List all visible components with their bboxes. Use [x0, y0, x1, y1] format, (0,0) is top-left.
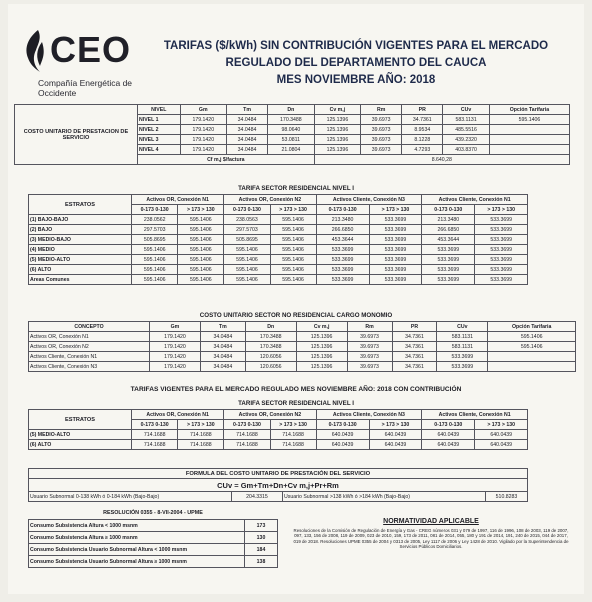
cost-cell: 125.1396 — [314, 125, 361, 135]
tariff-cell: 595.1406 — [178, 275, 224, 285]
resolution-value: 173 — [245, 520, 278, 532]
res1-table — [28, 194, 528, 285]
nores-cell: 179.1420 — [150, 342, 201, 352]
tariff-cell: 533.3699 — [369, 265, 422, 275]
tariff-cell: 533.3699 — [422, 245, 475, 255]
table-row — [29, 352, 576, 362]
tariff-cell: 640.0439 — [369, 440, 422, 450]
nores-cell: 125.1396 — [296, 342, 347, 352]
tariff-cell: 714.1688 — [224, 430, 270, 440]
range-header: > 173 > 130 — [475, 420, 528, 430]
nores-cell: 120.6056 — [245, 362, 296, 372]
nores-cell — [488, 352, 576, 362]
resolution-value: 184 — [245, 544, 278, 556]
cost-cell — [489, 135, 569, 145]
cost-table-block — [14, 104, 570, 165]
tariff-cell: 297.5703 — [132, 225, 178, 235]
tariff-cell: 714.1688 — [178, 430, 224, 440]
tariff-cell: 453.3644 — [422, 235, 475, 245]
tariff-cell: 595.1406 — [270, 215, 316, 225]
tariff-cell: 595.1406 — [224, 255, 270, 265]
logo-text: CEO — [50, 29, 132, 70]
nores-header: Dn — [245, 322, 296, 332]
tariff-cell: 533.3699 — [422, 275, 475, 285]
nores-cell: 34.0484 — [200, 362, 245, 372]
tariff-cell: 533.3699 — [475, 275, 528, 285]
cost-cell: 485.5516 — [443, 125, 490, 135]
table-row — [29, 245, 528, 255]
cost-cell — [489, 145, 569, 155]
tariff-cell: 533.3699 — [475, 245, 528, 255]
tariff-cell: (2) BAJO — [29, 225, 132, 235]
tariff-cell: 595.1406 — [270, 225, 316, 235]
cost-header: NIVEL — [138, 105, 181, 115]
table-row — [29, 342, 576, 352]
tariff-cell: 595.1406 — [270, 275, 316, 285]
nores-cell: 533.3699 — [437, 352, 488, 362]
cost-cell: 39.6973 — [361, 135, 402, 145]
formula-table — [28, 468, 528, 502]
tariff-cell: 533.3699 — [475, 265, 528, 275]
range-header: > 173 > 130 — [178, 420, 224, 430]
estratos-header: ESTRATOS — [29, 410, 132, 430]
tariff-cell: 533.3699 — [422, 265, 475, 275]
tariff-cell: 533.3699 — [475, 235, 528, 245]
tariff-cell: 595.1406 — [224, 265, 270, 275]
nores-cell: 120.6056 — [245, 352, 296, 362]
cost-cell: NIVEL 1 — [138, 115, 181, 125]
estratos-header: ESTRATOS — [29, 195, 132, 215]
tariff-cell: 640.0439 — [422, 440, 475, 450]
tariff-cell: 595.1406 — [132, 245, 178, 255]
cost-header: Opción Tarifaria — [489, 105, 569, 115]
nores-cell — [488, 362, 576, 372]
nores-cell: 179.1420 — [150, 352, 201, 362]
tariff-cell: 595.1406 — [132, 275, 178, 285]
tariff-cell: 453.3644 — [316, 235, 369, 245]
tariff-cell: 533.3699 — [475, 225, 528, 235]
resolution-block — [28, 510, 278, 568]
nores-cell: 39.6973 — [347, 352, 392, 362]
cost-cell — [489, 125, 569, 135]
tariff-cell: 714.1688 — [270, 430, 316, 440]
nores-table — [28, 321, 576, 372]
table-row — [29, 544, 278, 556]
tariff-cell: 533.3699 — [422, 255, 475, 265]
range-header: 0-173 0-130 — [316, 420, 369, 430]
cost-cell: 439.2320 — [443, 135, 490, 145]
cost-header: CUv — [443, 105, 490, 115]
range-header: > 173 > 130 — [270, 420, 316, 430]
group-header: Activos OR, Conexión N2 — [224, 195, 316, 205]
cost-cell: 34.0484 — [227, 115, 268, 125]
group-header: Activos Cliente, Conexión N3 — [316, 410, 422, 420]
nores-header: CONCEPTO — [29, 322, 150, 332]
cost-cell: 179.1420 — [180, 145, 227, 155]
table-row — [29, 532, 278, 544]
subnormal-2-label: Usuario Subnormal >138 kWh ó >184 kWh (Bajo-Bajo) — [283, 492, 486, 502]
tariff-cell: 595.1406 — [270, 235, 316, 245]
cost-cell: 595.1406 — [489, 115, 569, 125]
group-header: Activos OR, Conexión N2 — [224, 410, 316, 420]
table-row — [29, 520, 278, 532]
normatividad-title: NORMATIVIDAD APLICABLE — [383, 518, 479, 525]
nores-cell: 34.7361 — [392, 362, 437, 372]
tariff-cell: 595.1406 — [270, 265, 316, 275]
cost-cell: 583.1131 — [443, 115, 490, 125]
tariff-cell: (6) ALTO — [29, 265, 132, 275]
nores-cell: 125.1396 — [296, 352, 347, 362]
tariff-cell: 640.0439 — [422, 430, 475, 440]
tariff-cell: 533.3699 — [369, 275, 422, 285]
tariff-cell: 533.3699 — [369, 255, 422, 265]
table-row — [29, 215, 528, 225]
resolution-table — [28, 519, 278, 568]
tariff-cell: 533.3699 — [369, 235, 422, 245]
nores-cell: 125.1396 — [296, 362, 347, 372]
tariff-cell: 714.1688 — [178, 440, 224, 450]
tariff-cell: 238.0563 — [224, 215, 270, 225]
tariff-cell: 533.3699 — [316, 255, 369, 265]
nores-header: Rm — [347, 322, 392, 332]
subnormal-1-label: Usuario Subnormal 0-138 kWh ó 0-184 kWh (Bajo-Bajo) — [29, 492, 232, 502]
subnormal-1-value: 204.3315 — [232, 492, 283, 502]
nores-cell: 34.0484 — [200, 352, 245, 362]
formula-equation: CUv = Gm+Tm+Dn+Cv m,j+Pr+Rm — [29, 479, 528, 492]
tariff-cell: (3) MEDIO-BAJO — [29, 235, 132, 245]
nores-cell: 39.6973 — [347, 332, 392, 342]
resolution-label: Consumo Subsistencia Altura ≥ 1000 msnm — [29, 532, 245, 544]
tariff-cell: 533.3699 — [369, 245, 422, 255]
cost-cell: 8.1228 — [402, 135, 443, 145]
tariff-cell: 213.3480 — [422, 215, 475, 225]
nores-header: Opción Tarifaria — [488, 322, 576, 332]
cost-header: PR — [402, 105, 443, 115]
nores-cell: 34.0484 — [200, 332, 245, 342]
cost-cell: 34.0484 — [227, 145, 268, 155]
resolution-value: 138 — [245, 556, 278, 568]
tariff-cell: (1) BAJO-BAJO — [29, 215, 132, 225]
group-header: Activos Cliente, Conexión N3 — [316, 195, 422, 205]
cost-row-label: COSTO UNITARIO DE PRESTACION DE SERVICIO — [15, 105, 138, 165]
tariff-cell: 640.0439 — [369, 430, 422, 440]
tariff-cell: 505.8695 — [132, 235, 178, 245]
page-title — [146, 38, 566, 89]
cost-cell: 4.7293 — [402, 145, 443, 155]
cost-cell: 34.0484 — [227, 125, 268, 135]
group-header: Activos OR, Conexión N1 — [132, 410, 224, 420]
nores-header: CUv — [437, 322, 488, 332]
tariff-cell: 595.1406 — [178, 265, 224, 275]
tariff-cell: 595.1406 — [270, 255, 316, 265]
tariff-cell: (6) ALTO — [29, 440, 132, 450]
cost-cell: 39.6973 — [361, 125, 402, 135]
resolution-label: Consumo Subsistencia Altura < 1000 msnm — [29, 520, 245, 532]
nores-title: COSTO UNITARIO SECTOR NO RESIDENCIAL CARGO MONOMIO — [199, 312, 393, 319]
tariff-cell: 640.0439 — [475, 430, 528, 440]
tariff-cell: 238.0562 — [132, 215, 178, 225]
nores-header: Cv m,j — [296, 322, 347, 332]
table-row — [29, 225, 528, 235]
cost-cell: 179.1420 — [180, 135, 227, 145]
nores-header: Tm — [200, 322, 245, 332]
tariff-cell: 266.6850 — [316, 225, 369, 235]
tariff-cell: 533.3699 — [369, 215, 422, 225]
range-header: 0-173 0-130 — [224, 420, 270, 430]
normatividad-text: Resoluciones de la Comisión de Regulación de Energía y Gas - CREG números 031 y 079 de 1997, 116 de 1996, 108 de 2003, 119 de 2007, 097, 133, 156 de 2008, 119 de 2009, 023 de 2010, 159, 173 de 2011, 081 de 2014, 055, 180 y 191 de 2014, 191, 240 de 2015, 044 de 2017, 019 de 2018. Resoluciones UPME 0355 de 2004 y 0313 de 2005, Ley 1117 de 2006 y Ley 1428 de 2010. Vigilado por la Superintendencia de Servicios Públicos Domiciliarios. — [293, 528, 569, 550]
title-line-3: MES NOVIEMBRE AÑO: 2018 — [276, 74, 436, 86]
table-row — [29, 430, 528, 440]
nores-cell: 34.0484 — [200, 342, 245, 352]
title-line-2: REGULADO DEL DEPARTAMENTO DEL CAUCA — [225, 57, 487, 69]
table-row — [29, 255, 528, 265]
normatividad-block — [290, 518, 572, 550]
cost-cell: 125.1396 — [314, 115, 361, 125]
table-row — [29, 556, 278, 568]
resolution-title: RESOLUCIÓN 0355 - 8-VII-2004 - UPME — [103, 510, 203, 516]
table-row — [29, 332, 576, 342]
cost-cell: 98.0640 — [268, 125, 315, 135]
nores-cell: 583.1131 — [437, 342, 488, 352]
group-header: Activos OR, Conexión N1 — [132, 195, 224, 205]
tariff-cell: Areas Comunes — [29, 275, 132, 285]
cost-cell: 170.3488 — [268, 115, 315, 125]
flame-icon — [20, 28, 48, 74]
tariff-cell: 714.1688 — [270, 440, 316, 450]
nores-cell: Activos OR, Conexión N1 — [29, 332, 150, 342]
tariff-cell: 595.1406 — [132, 265, 178, 275]
header — [8, 4, 584, 104]
title-line-1: TARIFAS ($/kWh) SIN CONTRIBUCIÓN VIGENTES PARA EL MERCADO — [163, 40, 549, 52]
cost-header: Rm — [361, 105, 402, 115]
nores-header: Gm — [150, 322, 201, 332]
resolution-label: Consumo Subsistencia Usuario Subnormal Altura < 1000 msnm — [29, 544, 245, 556]
range-header: 0-173 0-130 — [422, 205, 475, 215]
cost-header: Dn — [268, 105, 315, 115]
group-header: Activos Cliente, Conexión N1 — [422, 410, 528, 420]
tariff-cell: 505.8695 — [224, 235, 270, 245]
tariff-cell: 595.1406 — [178, 215, 224, 225]
ceo-logo — [20, 28, 138, 98]
table-row — [29, 235, 528, 245]
cost-cell: NIVEL 4 — [138, 145, 181, 155]
contrib-subtitle: TARIFA SECTOR RESIDENCIAL NIVEL I — [238, 400, 354, 407]
contrib-table — [28, 409, 528, 450]
tariff-cell: 297.5703 — [224, 225, 270, 235]
cost-cell: NIVEL 3 — [138, 135, 181, 145]
table-row — [29, 265, 528, 275]
formula-block — [28, 468, 528, 502]
tariff-cell: 595.1406 — [224, 245, 270, 255]
tariff-cell: (5) MEDIO-ALTO — [29, 430, 132, 440]
range-header: 0-173 0-130 — [422, 420, 475, 430]
nores-cell: 179.1420 — [150, 332, 201, 342]
cf-value: 8.640,28 — [314, 155, 569, 165]
tariff-cell: 714.1688 — [132, 440, 178, 450]
cost-cell: 39.6973 — [361, 145, 402, 155]
cost-cell: 34.0484 — [227, 135, 268, 145]
range-header: > 173 > 130 — [178, 205, 224, 215]
formula-title: FORMULA DEL COSTO UNITARIO DE PRESTACIÓN DEL SERVICIO — [29, 469, 528, 479]
tariff-cell: 595.1406 — [224, 275, 270, 285]
cost-cell: 125.1396 — [314, 135, 361, 145]
group-header: Activos Cliente, Conexión N1 — [422, 195, 528, 205]
cf-label: Cf m,j $/factura — [138, 155, 315, 165]
contrib-block — [28, 409, 528, 450]
range-header: > 173 > 130 — [369, 420, 422, 430]
nores-cell: 595.1406 — [488, 332, 576, 342]
range-header: > 173 > 130 — [270, 205, 316, 215]
res1-title: TARIFA SECTOR RESIDENCIAL NIVEL I — [238, 185, 354, 192]
nores-cell: Activos Cliente, Conexión N3 — [29, 362, 150, 372]
tariff-cell: 213.3480 — [316, 215, 369, 225]
range-header: 0-173 0-130 — [316, 205, 369, 215]
cost-cell: 179.1420 — [180, 115, 227, 125]
res1-block — [28, 194, 528, 285]
nores-cell: 34.7361 — [392, 352, 437, 362]
range-header: 0-173 0-130 — [132, 205, 178, 215]
tariff-cell: 714.1688 — [224, 440, 270, 450]
nores-cell: 170.3488 — [245, 332, 296, 342]
subnormal-2-value: 510.8283 — [486, 492, 528, 502]
range-header: > 173 > 130 — [369, 205, 422, 215]
tariff-cell: 714.1688 — [132, 430, 178, 440]
tariff-cell: 595.1406 — [132, 255, 178, 265]
range-header: 0-173 0-130 — [132, 420, 178, 430]
nores-cell: Activos Cliente, Conexión N1 — [29, 352, 150, 362]
cost-cell: NIVEL 2 — [138, 125, 181, 135]
tariff-cell: 266.6850 — [422, 225, 475, 235]
logo-subtitle: Compañía Energética de Occidente — [38, 78, 133, 98]
range-header: 0-173 0-130 — [224, 205, 270, 215]
cost-cell: 21.0804 — [268, 145, 315, 155]
resolution-value: 130 — [245, 532, 278, 544]
cost-header: Gm — [180, 105, 227, 115]
cost-table — [14, 104, 570, 165]
tariff-cell: 595.1406 — [178, 245, 224, 255]
tariff-cell: 640.0439 — [316, 440, 369, 450]
table-row — [29, 440, 528, 450]
nores-cell: 179.1420 — [150, 362, 201, 372]
tariff-cell: 533.3699 — [316, 265, 369, 275]
nores-cell: 533.3699 — [437, 362, 488, 372]
nores-cell: 34.7361 — [392, 342, 437, 352]
tariff-cell: 533.3699 — [369, 225, 422, 235]
nores-cell: 595.1406 — [488, 342, 576, 352]
nores-block — [28, 321, 576, 372]
cost-header: Cv m,j — [314, 105, 361, 115]
tariff-cell: 640.0439 — [475, 440, 528, 450]
tariff-sheet — [8, 4, 584, 594]
tariff-cell: 640.0439 — [316, 430, 369, 440]
cost-cell: 39.6973 — [361, 115, 402, 125]
nores-cell: 34.7361 — [392, 332, 437, 342]
cost-cell: 179.1420 — [180, 125, 227, 135]
nores-cell: Activos OR, Conexión N2 — [29, 342, 150, 352]
nores-cell: 583.1131 — [437, 332, 488, 342]
nores-cell: 125.1396 — [296, 332, 347, 342]
cost-cell: 403.8370 — [443, 145, 490, 155]
tariff-cell: 595.1406 — [270, 245, 316, 255]
cost-cell: 8.9534 — [402, 125, 443, 135]
tariff-cell: 533.3699 — [475, 215, 528, 225]
tariff-cell: 533.3699 — [316, 275, 369, 285]
tariff-cell: 533.3699 — [316, 245, 369, 255]
tariff-cell: 595.1406 — [178, 225, 224, 235]
nores-cell: 170.3488 — [245, 342, 296, 352]
nores-header: PR — [392, 322, 437, 332]
table-row — [29, 362, 576, 372]
range-header: > 173 > 130 — [475, 205, 528, 215]
resolution-label: Consumo Subsistencia Usuario Subnormal Altura ≥ 1000 msnm — [29, 556, 245, 568]
table-row — [29, 275, 528, 285]
tariff-cell: (5) MEDIO-ALTO — [29, 255, 132, 265]
tariff-cell: 595.1406 — [178, 235, 224, 245]
cost-cell: 53.0811 — [268, 135, 315, 145]
tariff-cell: 533.3699 — [475, 255, 528, 265]
tariff-cell: (4) MEDIO — [29, 245, 132, 255]
contrib-title: TARIFAS VIGENTES PARA EL MERCADO REGULADO MES NOVIEMBRE AÑO: 2018 CON CONTRIBUCIÓN — [130, 386, 462, 393]
nores-cell: 39.6973 — [347, 362, 392, 372]
cost-header: Tm — [227, 105, 268, 115]
nores-cell: 39.6973 — [347, 342, 392, 352]
cost-cell: 34.7361 — [402, 115, 443, 125]
tariff-cell: 595.1406 — [178, 255, 224, 265]
cost-cell: 125.1396 — [314, 145, 361, 155]
